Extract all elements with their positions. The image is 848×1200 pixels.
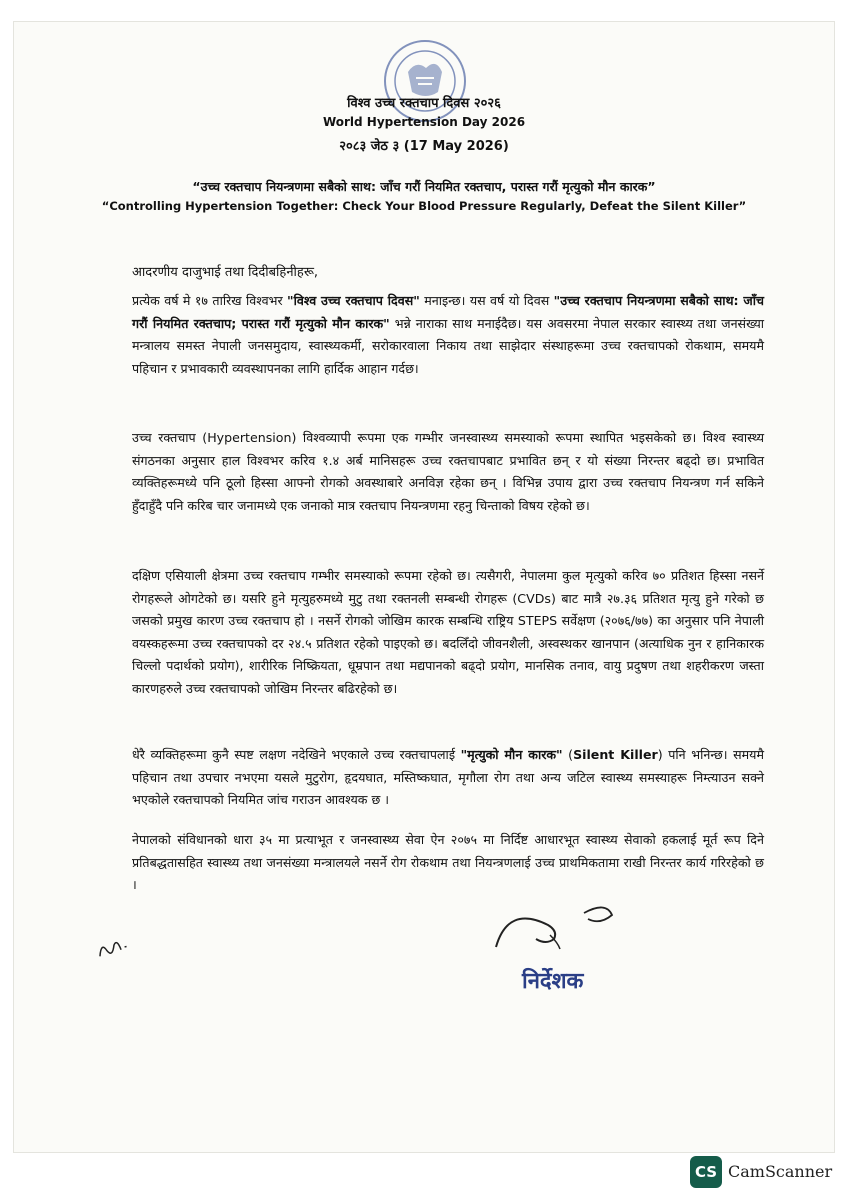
paragraph-1 bbox=[132, 290, 764, 380]
p1-day-name: "विश्व उच्च रक्तचाप दिवस" bbox=[287, 293, 420, 308]
salutation: आदरणीय दाजुभाई तथा दिदीबहिनीहरू, bbox=[132, 265, 319, 280]
p1-text-e: भन्ने नाराका साथ मनाईदैछ। यस अवसरमा नेपाल सरकार स्वास्थ्य तथा जनसंख्या मन्त्रालय समस्त नेपाली जनसमुदाय, स्वास्थ्यकर्मी, सरोकारवाला निकाय तथा साझेदार संस्थाहरूमा उच्च रक्तचापको रोकथाम, समयमै पहिचान र प्रभावकारी व्यवस्थापनका लागि हार्दिक आहान गर्दछ। bbox=[132, 315, 765, 376]
paragraph-5: नेपालको संविधानको धारा ३५ मा प्रत्याभूत र जनस्वास्थ्य सेवा ऐन २०७५ मा निर्दिष्ट आधारभूत स्वास्थ्य सेवाको हकलाई मूर्त रूप दिने प्रतिबद्धतासहित स्वास्थ्य तथा जनसंख्या मन्त्रालयले नसर्ने रोग रोकथाम तथा नियन्त्रणलाई उच्च प्राथमिकतामा राखी निरन्तर कार्य गरिरहेको छ । bbox=[132, 832, 764, 893]
p4-silent-killer-np: "मृत्युको मौन कारक" bbox=[460, 747, 563, 762]
date: २०८३ जेठ ३ (17 May 2026) bbox=[339, 139, 509, 154]
paragraph-4 bbox=[132, 744, 764, 812]
p4-text-c: ( bbox=[562, 747, 574, 762]
p1-slogan: "उच्च रक्तचाप नियन्त्रणमा सबैको साथ: जाँच गरौं नियमित रक्तचाप; परास्त गरौं मृत्युको मौन कारक" bbox=[132, 293, 764, 331]
camscanner-logo: CS bbox=[690, 1156, 722, 1188]
p4-text-e: ) पनि भनिन्छ। समयमै पहिचान तथा उपचार नभएमा यसले मुटुरोग, हृदयघात, मस्तिष्कघात, मृगौला रोग तथा अन्य जटिल स्वास्थ्य समस्याहरू निम्त्याउन सक्ने भएकोले रक्तचापको नियमित जांच गराउन आवश्यक छ । bbox=[132, 747, 764, 808]
p1-text-a: प्रत्येक वर्ष मे १७ तारिख विश्वभर bbox=[132, 293, 288, 308]
camscanner-label: CamScanner bbox=[728, 1162, 833, 1181]
slogan-np: “उच्च रक्तचाप नियन्त्रणमा सबैको साथ: जाँच गरौं नियमित रक्तचाप, परास्त गरौं मृत्युको मौन कारक” bbox=[192, 179, 656, 194]
p4-silent-killer-en: Silent Killer bbox=[573, 747, 658, 762]
director-title: निर्देशक bbox=[522, 969, 584, 994]
signature bbox=[488, 895, 628, 965]
p1-text-c: मनाइन्छ। यस वर्ष यो दिवस bbox=[419, 293, 554, 308]
paragraph-3: दक्षिण एसियाली क्षेत्रमा उच्च रक्तचाप गम्भीर समस्याको रूपमा रहेको छ। त्यसैगरी, नेपालमा कुल मृत्युको करिव ७० प्रतिशत हिस्सा नसर्ने रोगहरूले ओगटेको छ। यसरि हुने मृत्युहरुमध्ये मुटु तथा रक्तनली सम्बन्धी रोगहरू (CVDs) बाट मात्रै २७.३६ प्रतिशत मृत्यु हुने गरेको छ जसको प्रमुख कारण उच्च रक्तचाप हो । नसर्ने रोगको जोखिम कारक सम्बन्धि राष्ट्रिय STEPS सर्वेक्षण (२०७६/७७) का अनुसार पनि नेपाली वयस्कहरूमा उच्च रक्तचापको दर २४.५ प्रतिशत रहेको पाइएको छ। बदलिँदो जीवनशैली, अस्वस्थकर खानपान (अत्याधिक नुन र हानिकारक चिल्लो पदार्थको प्रयोग), शारीरिक निष्क्रियता, धूम्रपान तथा मद्यपानको बढ्दो प्रयोग, मानसिक तनाव, वायु प्रदुषण तथा शहरीकरण जस्ता कारणहरुले उच्च रक्तचापको जोखिम निरन्तर बढिरहेको छ। bbox=[132, 568, 764, 696]
p4-text-a: धेरै व्यक्तिहरूमा कुनै स्पष्ट लक्षण नदेखिने भएकाले उच्च रक्तचापलाई bbox=[132, 747, 461, 762]
title-np: विश्व उच्च रक्तचाप दिवस २०२६ bbox=[347, 96, 501, 111]
paragraph-2: उच्च रक्तचाप (Hypertension) विश्वव्यापी रूपमा एक गम्भीर जनस्वास्थ्य समस्याको रूपमा स्थापित भइसकेको छ। विश्व स्वास्थ्य संगठनका अनुसार हाल विश्वभर करिव १.४ अर्ब मानिसहरू उच्च रक्तचापबाट प्रभावित छन् र यो संख्या निरन्तर बढ्दो छ। प्रभावित व्यक्तिहरूमध्ये पनि ठूलो हिस्सा आफ्नो रोगको अवस्थाबारे अनविज्ञ रहेका छन् । विभिन्न उपाय द्वारा उच्च रक्तचाप नियन्त्रण गर्न सकिने हुँदाहुँदै पनि करिब चार जनामध्ये एक जनाको मात्र रक्तचाप नियन्त्रणमा रहनु चिन्ताको विषय रहेको छ। bbox=[132, 430, 764, 513]
title-en: World Hypertension Day 2026 bbox=[322, 115, 526, 129]
slogan-en: “Controlling Hypertension Together: Check Your Blood Pressure Regularly, Defeat the Silent Killer” bbox=[101, 199, 747, 213]
